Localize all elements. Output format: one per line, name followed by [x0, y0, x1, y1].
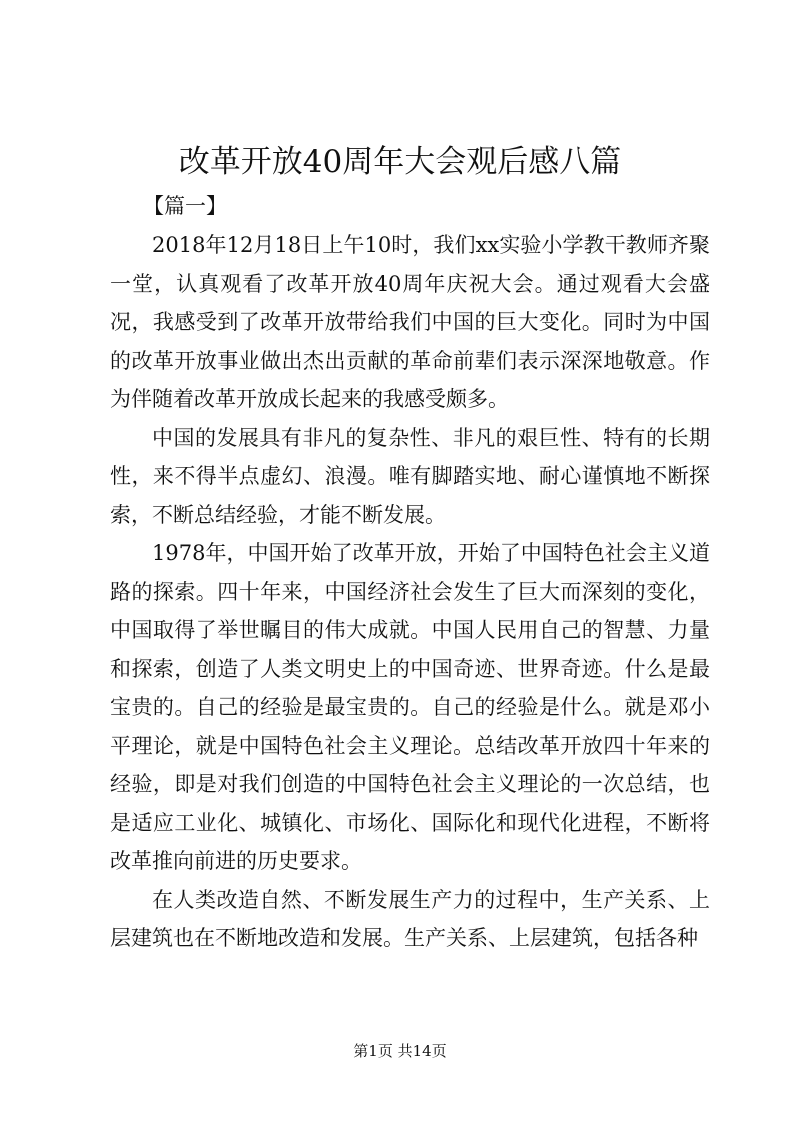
paragraph-3: 1978年，中国开始了改革开放，开始了中国特色社会主义道路的探索。四十年来，中国经济社会发生了巨大而深刻的变化，中国取得了举世瞩目的伟大成就。中国人民用自己的智慧、力量和探索，创造了人类文明史上的中国奇迹、世界奇迹。什么是最宝贵的。自己的经验是最宝贵的。自己的经验是什么。就是邓小平理论，就是中国特色社会主义理论。总结改革开放四十年来的经验，即是对我们创造的中国特色社会主义理论的一次总结，也是适应工业化、城镇化、市场化、国际化和现代化进程，不断将改革推向前进的历史要求。 [110, 541, 710, 873]
paragraph-2: 中国的发展具有非凡的复杂性、非凡的艰巨性、特有的长期性，来不得半点虚幻、浪漫。唯有脚踏实地、耐心谨慎地不断探索，不断总结经验，才能不断发展。 [110, 425, 710, 527]
page-footer: 第1页 共14页 [353, 1042, 447, 1060]
paragraph-1: 2018年12月18日上午10时，我们xx实验小学教干教师齐聚一堂，认真观看了改革开放40周年庆祝大会。通过观看大会盛况，我感受到了改革开放带给我们中国的巨大变化。同时为中国的改革开放事业做出杰出贡献的革命前辈们表示深深地敬意。作为伴随着改革开放成长起来的我感受颇多。 [110, 233, 710, 411]
paragraph-4: 在人类改造自然、不断发展生产力的过程中，生产关系、上层建筑也在不断地改造和发展。生产关系、上层建筑，包括各种 [110, 887, 710, 950]
document-body [110, 226, 710, 958]
document-title: 改革开放40周年大会观后感八篇 [178, 144, 622, 180]
section-label: 【篇一】 [143, 194, 227, 218]
